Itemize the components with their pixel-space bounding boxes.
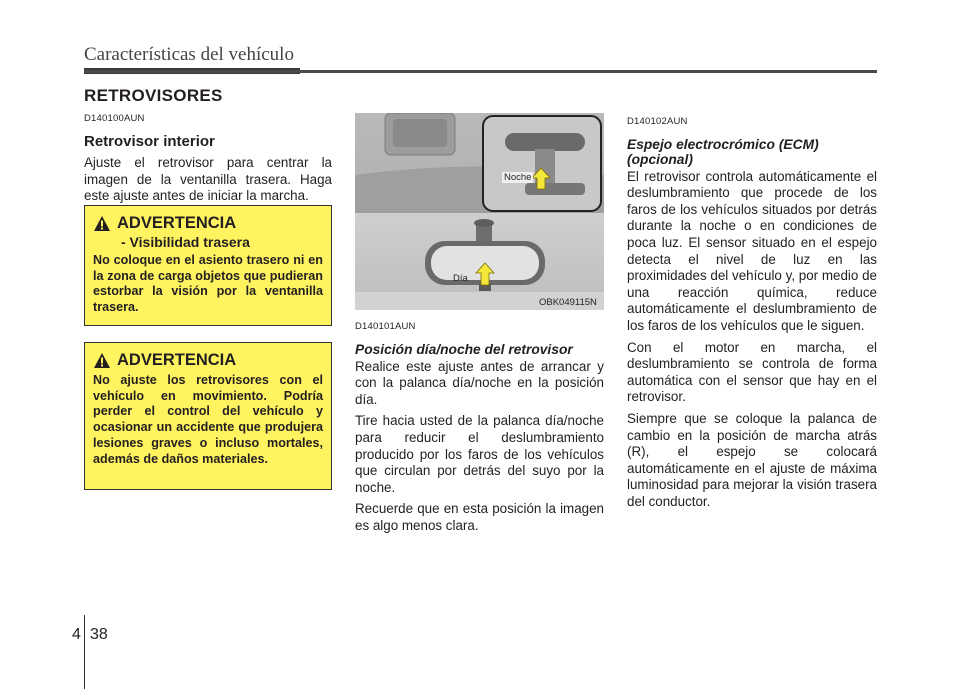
mirror-photo	[355, 113, 604, 310]
section-code: D140100AUN	[84, 113, 145, 124]
header-rule	[84, 70, 877, 73]
warning-box-adjust	[84, 342, 332, 490]
warning-triangle-icon	[93, 215, 111, 232]
paragraph: El retrovisor controla automáticamente el deslumbramiento que procede de los faros de los vehículos situados por detrás durante la noche o en condiciones de poca luz. El sensor situado en el espejo detecta el nivel de luz en las proximidades del vehículo y, por medio de una reacción química, reduce automáticamente el deslumbramiento de los faros de los vehículos que le siguen.	[627, 168, 877, 333]
section-title: RETROVISORES	[84, 86, 223, 105]
right-column	[627, 114, 877, 515]
paragraph: Ajuste el retrovisor para centrar la imagen de la ventanilla trasera. Haga este ajuste antes de iniciar la marcha.	[84, 155, 332, 204]
left-column	[84, 111, 332, 210]
label-day: Día	[453, 273, 468, 284]
warning-title: ADVERTENCIA	[117, 351, 237, 369]
paragraph: Realice este ajuste antes de arrancar y con la palanca día/noche en la posición día.	[355, 358, 604, 407]
subsection-heading: Espejo electrocrómico (ECM) (opcional)	[627, 136, 819, 167]
paragraph: Recuerde que en esta posición la imagen es algo menos clara.	[355, 501, 604, 533]
middle-column	[355, 319, 604, 540]
chapter-title: Características del vehículo	[84, 44, 294, 65]
warning-subtitle: - Visibilidad trasera	[121, 234, 250, 250]
warning-title: ADVERTENCIA	[117, 214, 237, 232]
paragraph: Con el motor en marcha, el deslumbramiento se controla de forma automática con el sensor que hay en el retrovisor.	[627, 339, 877, 405]
section-code: D140102AUN	[627, 116, 688, 127]
label-night: Noche	[504, 172, 532, 183]
warning-text: No coloque en el asiento trasero ni en la zona de carga objetos que pudieran estorbar la visión por la ventanilla trasera.	[93, 253, 323, 315]
footer-divider	[84, 615, 85, 689]
subsection-heading: Posición día/noche del retrovisor	[355, 341, 573, 357]
warning-box-visibility	[84, 205, 332, 326]
paragraph: Tire hacia usted de la palanca día/noche para reducir el deslumbramiento producido por los faros de los vehículos que circulan por detrás del suyo por la noche.	[355, 413, 604, 495]
chapter-number: 4	[72, 626, 81, 643]
section-code: D140101AUN	[355, 321, 416, 332]
warning-triangle-icon	[93, 352, 111, 369]
subsection-heading: Retrovisor interior	[84, 132, 215, 150]
figure-code: OBK049115N	[539, 297, 597, 308]
warning-text: No ajuste los retrovisores con el vehículo en movimiento. Podría perder el control del vehículo y ocasionar un accidente que produjera lesiones graves o incluso mortales, además de daños materiales.	[93, 373, 323, 466]
paragraph: Siempre que se coloque la palanca de cambio en la posición de marcha atrás (R), el espejo se colocará automáticamente en el ajuste de máxima luminosidad para mejorar la visión trasera del conductor.	[627, 410, 877, 509]
page-number: 38	[90, 626, 108, 643]
